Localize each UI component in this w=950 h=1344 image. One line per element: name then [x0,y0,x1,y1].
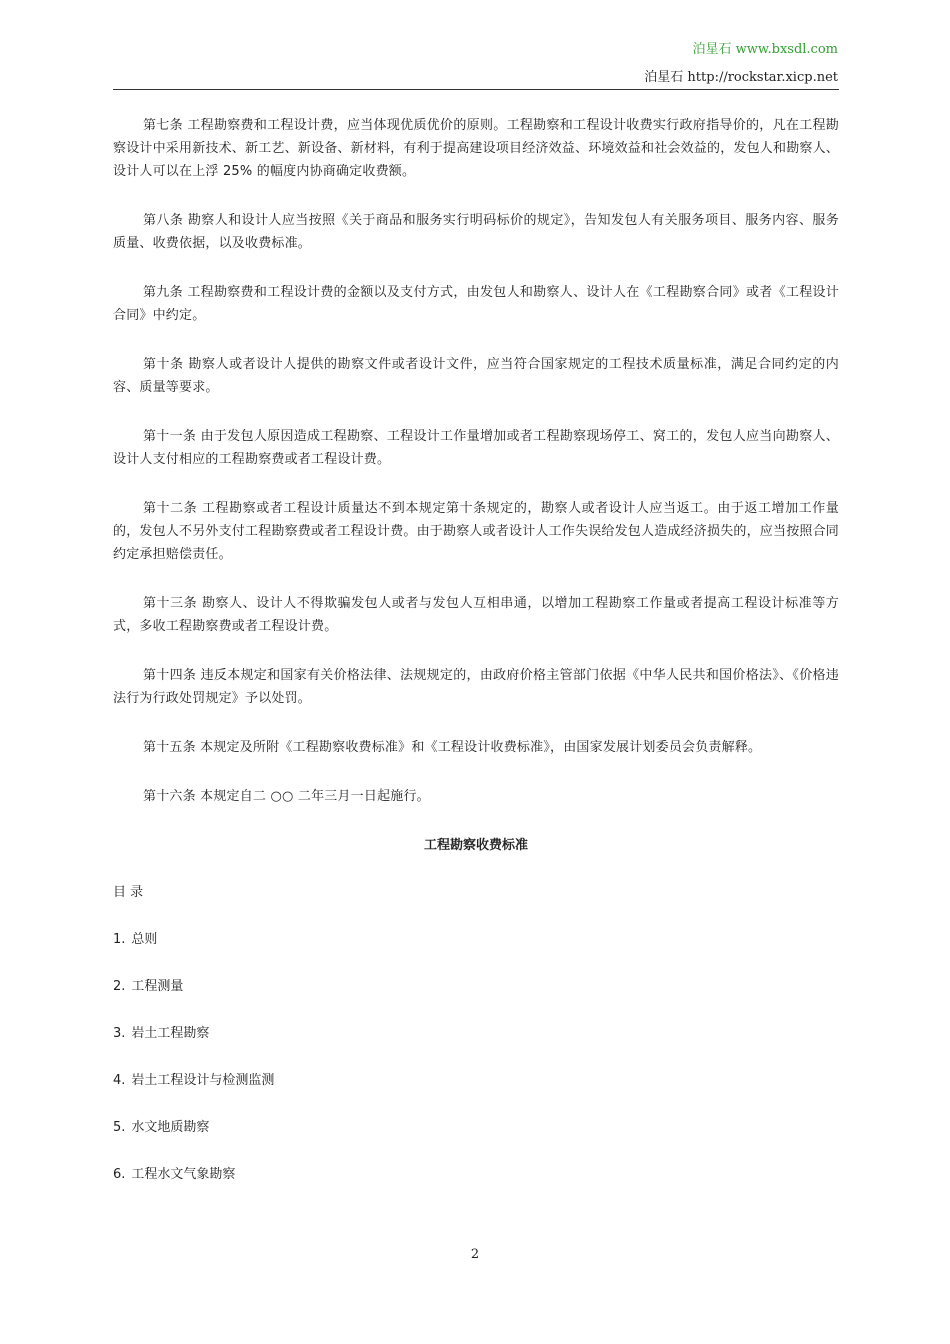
toc-item-label: 岩土工程勘察 [131,1026,210,1041]
toc-item [113,975,839,998]
article-12: 第十二条 工程勘察或者工程设计质量达不到本规定第十条规定的，勘察人或者设计人应当返工。由于返工增加工作量的，发包人不另外支付工程勘察费或者工程设计费。由于勘察人或者设计人工作失误给发包人造成经济损失的，应当按照合同约定承担赔偿责任。 [113,501,840,562]
page-header [644,40,838,88]
header-site-url[interactable]: 泊星石 http://rockstar.xicp.net [644,70,838,85]
article-8: 第八条 勘察人和设计人应当按照《关于商品和服务实行明码标价的规定》，告知发包人有关服务项目、服务内容、服务质量、收费依据，以及收费标准。 [113,213,839,251]
toc-item-label: 工程水文气象勘察 [131,1167,236,1182]
toc-item-label: 水文地质勘察 [131,1120,210,1135]
toc-item-number: 4. [113,1073,126,1088]
article-15: 第十五条 本规定及所附《工程勘察收费标准》和《工程设计收费标准》，由国家发展计划委员会负责解释。 [143,740,762,755]
toc-item [113,1069,839,1092]
toc-item-label: 总则 [131,932,158,947]
toc-item [113,1163,839,1186]
header-site-link[interactable]: 泊星石 www.bxsdl.com [692,42,838,57]
toc-item [113,928,839,951]
article-11: 第十一条 由于发包人原因造成工程勘察、工程设计工作量增加或者工程勘察现场停工、窝工的，发包人应当向勘察人、设计人支付相应的工程勘察费或者工程设计费。 [113,429,839,467]
toc-item-number: 3. [113,1026,126,1041]
article-16: 第十六条 本规定自二 ○○ 二年三月一日起施行。 [143,789,430,804]
article-10: 第十条 勘察人或者设计人提供的勘察文件或者设计文件，应当符合国家规定的工程技术质量标准，满足合同约定的内容、质量等要求。 [113,357,839,395]
toc-item [113,1022,839,1045]
article-7 [113,114,839,183]
section-title: 工程勘察收费标准 [423,838,528,853]
article-7-text-end: 的幅度内协商确定收费额。 [252,164,416,179]
article-7-percent: 25% [222,164,253,179]
toc-heading: 目 录 [113,885,144,900]
header-divider [113,89,839,90]
toc-item-number: 2. [113,979,126,994]
article-13: 第十三条 勘察人、设计人不得欺骗发包人或者与发包人互相串通，以增加工程勘察工作量或者提高工程设计标准等方式，多收工程勘察费或者工程设计费。 [113,596,839,634]
article-7-text-start: 第七条 工程勘察费和工程设计费，应当体现优质优价的原则。工程勘察和工程设计收费实行政府指导价的，凡在工程勘察设计中采用新技术、新工艺、新设备、新材料，有利于提高建设项目经济效益、环境效益和社会效益的，发包人和勘察人、设计人可以在上浮 [113,118,840,179]
document-body [113,114,839,1210]
toc-item-number: 6. [113,1167,126,1182]
article-9: 第九条 工程勘察费和工程设计费的金额以及支付方式，由发包人和勘察人、设计人在《工程勘察合同》或者《工程设计合同》中约定。 [113,285,839,323]
toc-item-label: 岩土工程设计与检测监测 [131,1073,275,1088]
toc-item-label: 工程测量 [131,979,184,994]
toc-item-number: 5. [113,1120,126,1135]
toc-item-number: 1. [113,932,126,947]
toc-item [113,1116,839,1139]
article-14: 第十四条 违反本规定和国家有关价格法律、法规规定的，由政府价格主管部门依据《中华人民共和国价格法》、《价格违法行为行政处罚规定》予以处罚。 [113,668,839,706]
page-number: 2 [470,1247,480,1262]
